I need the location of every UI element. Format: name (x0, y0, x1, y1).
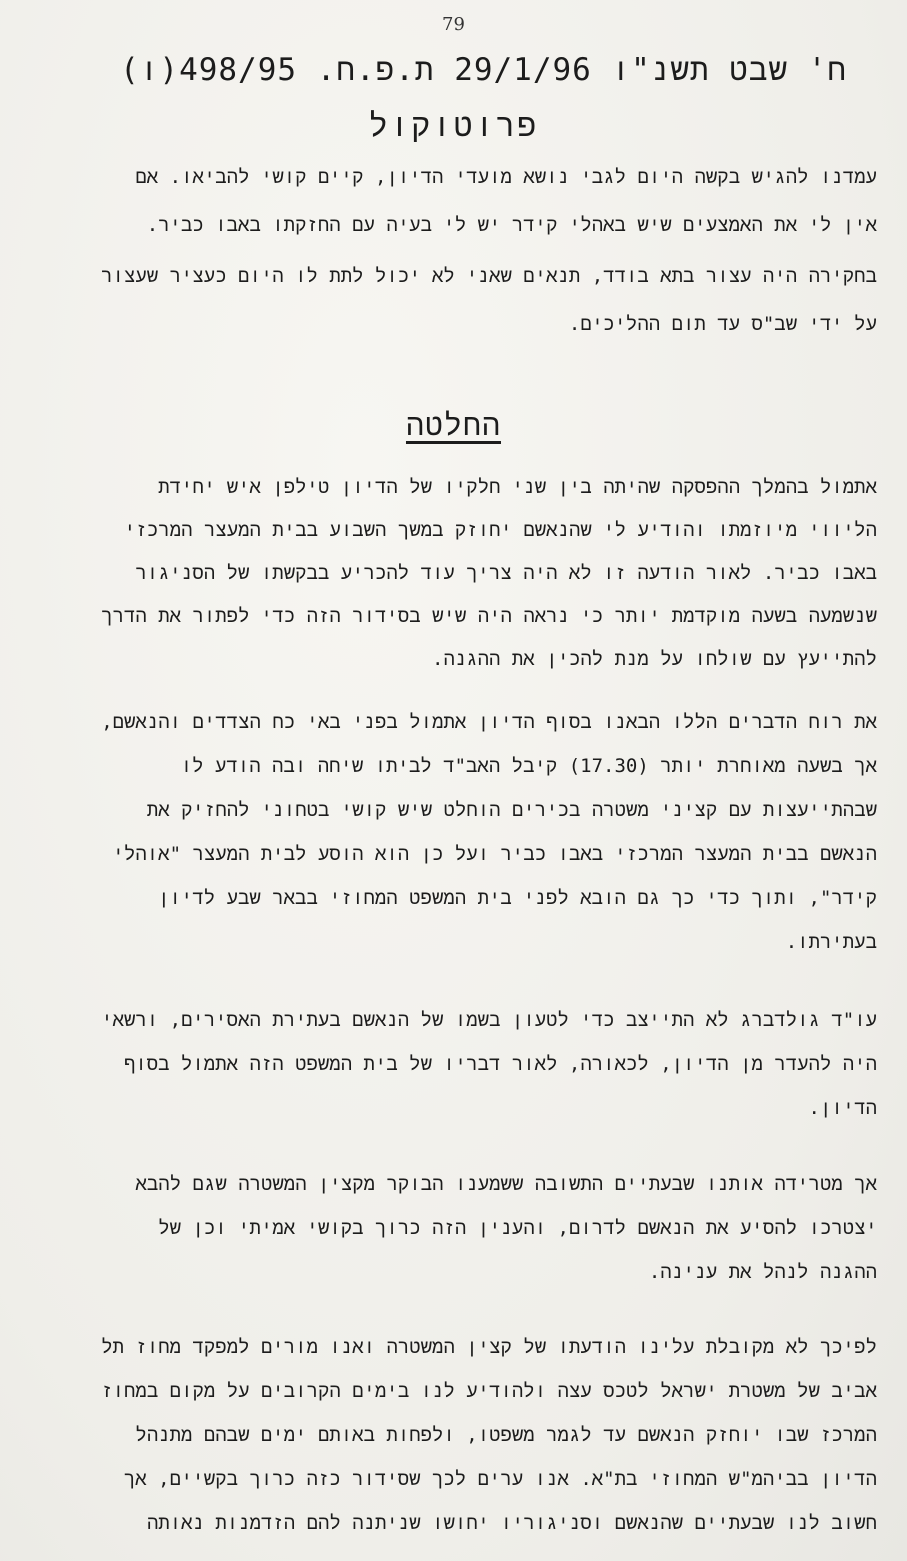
paragraph-line: באבו כביר. לאור הודעה זו לא היה צריך עוד להכריע בבקשתו של הסניגור (135, 562, 877, 584)
paragraph-line: קידר", ותוך כדי כך גם הובא לפני בית המשפט המחוזי בבאר שבע לדיון (158, 887, 877, 909)
paragraph-line: בעתירתו. (785, 931, 877, 953)
decision-paragraph-5 (27, 1325, 877, 1545)
decision-paragraph-3 (27, 998, 877, 1130)
paragraph-line: אתמול בהמלך ההפסקה שהיתה בין שני חלקיו של הדיון טילפן איש יחידת (158, 476, 877, 498)
page-number: 79 (442, 14, 465, 35)
paragraph-line: שנשמעה בשעה מוקדמת יותר כי נראה היה שיש בסידור הזה כדי לפתור את הדרך (101, 605, 877, 627)
paragraph-line: שבהתייעצות עם קציני משטרה בכירים הוחלט שיש קושי בטחוני להחזיק את (146, 799, 877, 821)
protocol-line: אין לי את האמצעים שיש באהלי קידר יש לי בעיה עם החזקתו באבו כביר. (146, 214, 877, 236)
paragraph-line: יצטרכו להסיע את הנאשם לדרום, והענין הזה כרוך בקושי אמיתי וכן של (158, 1217, 877, 1239)
paragraph-line: עו"ד גולדברג לא התייצב כדי לטעון בשמו של הנאשם בעתירת האסירים, ורשאי (101, 1009, 877, 1031)
decision-heading: החלטה (405, 408, 501, 443)
paragraph-line: חשוב לנו שבעתיים שהנאשם וסניגוריו יחושו שניתנה להם הזדמנות נאותה (146, 1512, 877, 1534)
paragraph-line: הדיון. (808, 1097, 877, 1119)
document-type-title: פרוטוקול (368, 106, 539, 144)
paragraph-line: את רוח הדברים הללו הבאנו בסוף הדיון אתמול בפני באי כח הצדדים והנאשם, (101, 711, 877, 733)
paragraph-line: לפיכך לא מקובלת עלינו הודעתו של קצין המשטרה ואנו מורים למפקד מחוז תל (101, 1336, 877, 1358)
protocol-line: על ידי שב"ס עד תום ההליכים. (568, 313, 877, 335)
paragraph-line: אך בשעה מאוחרת יותר (17.30) קיבל האב"ד לביתו שיחה ובה הודע לו (180, 755, 877, 777)
case-header: ח' שבט תשנ"ו 29/1/96 ת.פ.ח. 498/95(ו) (120, 52, 847, 88)
paragraph-line: הליווי מיוזמתו והודיע לי שהנאשם יחוזק במשך השבוע בבית המעצר המרכזי (124, 519, 877, 541)
decision-paragraph-1 (27, 465, 877, 681)
protocol-line: עמדנו להגיש בקשה היום לגבי נושא מועדי הדיון, קיים קושי להביאו. אם (135, 166, 877, 188)
paragraph-line: הנאשם בבית המעצר המרכזי באבו כביר ועל כן הוא הוסע לבית המעצר "אוהלי (112, 843, 877, 865)
paragraph-line: הדיון בביהמ"ש המחוזי בת"א. אנו ערים לכך שסידור כזה כרוך בקשיים, אך (123, 1468, 877, 1490)
protocol-text (27, 155, 877, 347)
paragraph-line: ההגנה לנהל את ענינה. (648, 1261, 877, 1283)
paragraph-line: אביב של משטרת ישראל לטכס עצה ולהודיע לנו בימים הקרובים על מקום במחוז (101, 1380, 877, 1402)
paragraph-line: להתייעץ עם שולחו על מנת להכין את ההגנה. (432, 648, 877, 670)
paragraph-line: אך מטרידה אותנו שבעתיים התשובה ששמענו הבוקר מקצין המשטרה שגם להבא (135, 1173, 877, 1195)
paragraph-line: היה להעדר מן הדיון, לכאורה, לאור דבריו של בית המשפט הזה אתמול בסוף (123, 1053, 877, 1075)
protocol-line: בחקירה היה עצור בתא בודד, תנאים שאני לא יכול לתת לו היום כעציר שעצור (101, 265, 877, 287)
paragraph-line: המרכז שבו יוחזק הנאשם עד לגמר משפטו, ולפחות באותם ימים שבהם מתנהל (135, 1424, 877, 1446)
decision-paragraph-2 (27, 700, 877, 964)
decision-paragraph-4 (27, 1162, 877, 1294)
